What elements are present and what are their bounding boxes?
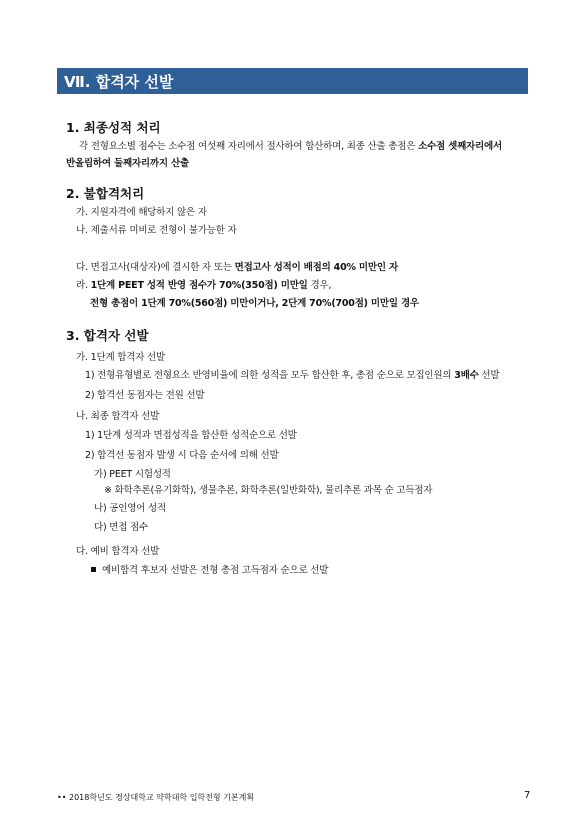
final-score-text: 각 전형요소별 점수는 소수점 여섯째 자리에서 절사하여 합산하며, 최종 산출 총점은 bbox=[79, 141, 419, 152]
disq-item-ra-line-2: 전형 총점이 1단계 70%(560점) 미만이거나, 2단계 70%(700점) 미만일 경우 bbox=[90, 298, 419, 309]
sel-na-2-ga: 가) PEET 시험성적 bbox=[94, 469, 171, 480]
disq-ra-bold: 1단계 PEET 성적 반영 점수가 70%(350점) 미만일 bbox=[90, 280, 308, 291]
sel-na-2: 2) 합격선 동점자 발생 시 다음 순서에 의해 선발 bbox=[85, 450, 279, 461]
final-score-line-1 bbox=[79, 138, 502, 152]
final-score-line-2: 반올림하여 둘째자리까지 산출 bbox=[66, 158, 189, 169]
sel-item-ga: 가. 1단계 합격자 선발 bbox=[76, 352, 165, 363]
section-title: Ⅶ. 합격자 선발 bbox=[64, 73, 174, 91]
sel-item-da: 다. 예비 합격자 선발 bbox=[76, 546, 160, 557]
disq-ra-suffix: 경우, bbox=[307, 280, 332, 291]
page-number: 7 bbox=[524, 790, 531, 801]
heading-selection: 3. 합격자 선발 bbox=[66, 328, 149, 343]
sel-ga-1-suffix: 선발 bbox=[478, 370, 500, 381]
sel-ga-1-bold: 3배수 bbox=[454, 370, 479, 381]
square-bullet-icon bbox=[91, 567, 96, 572]
sel-item-na: 나. 최종 합격자 선발 bbox=[76, 411, 160, 422]
sel-na-2-da: 다) 면접 점수 bbox=[94, 522, 149, 533]
sel-da-bullet bbox=[91, 562, 328, 576]
disq-da-bold: 면접고사 성적이 배점의 40% 미만인 자 bbox=[234, 262, 398, 273]
final-score-bold-1: 소수점 셋째자리에서 bbox=[418, 141, 502, 152]
section-banner bbox=[57, 68, 528, 94]
sel-ga-1-text: 1) 전형유형별로 전형요소 반영비율에 의한 성적을 모두 합산한 후, 총점 순으로 모집인원의 bbox=[85, 370, 455, 381]
disq-item-da bbox=[76, 259, 398, 273]
sel-na-2-na: 나) 공인영어 성적 bbox=[94, 503, 166, 514]
sel-ga-2: 2) 합격선 동점자는 전원 선발 bbox=[85, 390, 205, 401]
disq-da-text: 다. 면접고사(대상자)에 결시한 자 또는 bbox=[76, 262, 235, 273]
heading-final-score: 1. 최종성적 처리 bbox=[66, 120, 161, 135]
disq-item-ra bbox=[76, 277, 331, 291]
disq-item-na: 나. 제출서류 미비로 전형이 불가능한 자 bbox=[76, 225, 237, 236]
sel-na-1: 1) 1단계 성적과 면접성적을 합산한 성적순으로 선발 bbox=[85, 430, 297, 441]
sel-ga-1 bbox=[85, 367, 499, 381]
disq-ra-prefix: 라. bbox=[76, 280, 91, 291]
disq-item-ga: 가. 지원자격에 해당하지 않은 자 bbox=[76, 207, 207, 218]
sel-da-bullet-text: 예비합격 후보자 선발은 전형 총점 고득점자 순으로 선발 bbox=[102, 565, 329, 576]
footer-title: •• 2018학년도 경상대학교 약학대학 입학전형 기본계획 bbox=[57, 793, 255, 802]
sel-na-2-note: ※ 화학추론(유기화학), 생물추론, 화학추론(일반화학), 물리추론 과목 순 고득점자 bbox=[104, 485, 433, 496]
heading-disqualification: 2. 불합격처리 bbox=[66, 186, 145, 201]
